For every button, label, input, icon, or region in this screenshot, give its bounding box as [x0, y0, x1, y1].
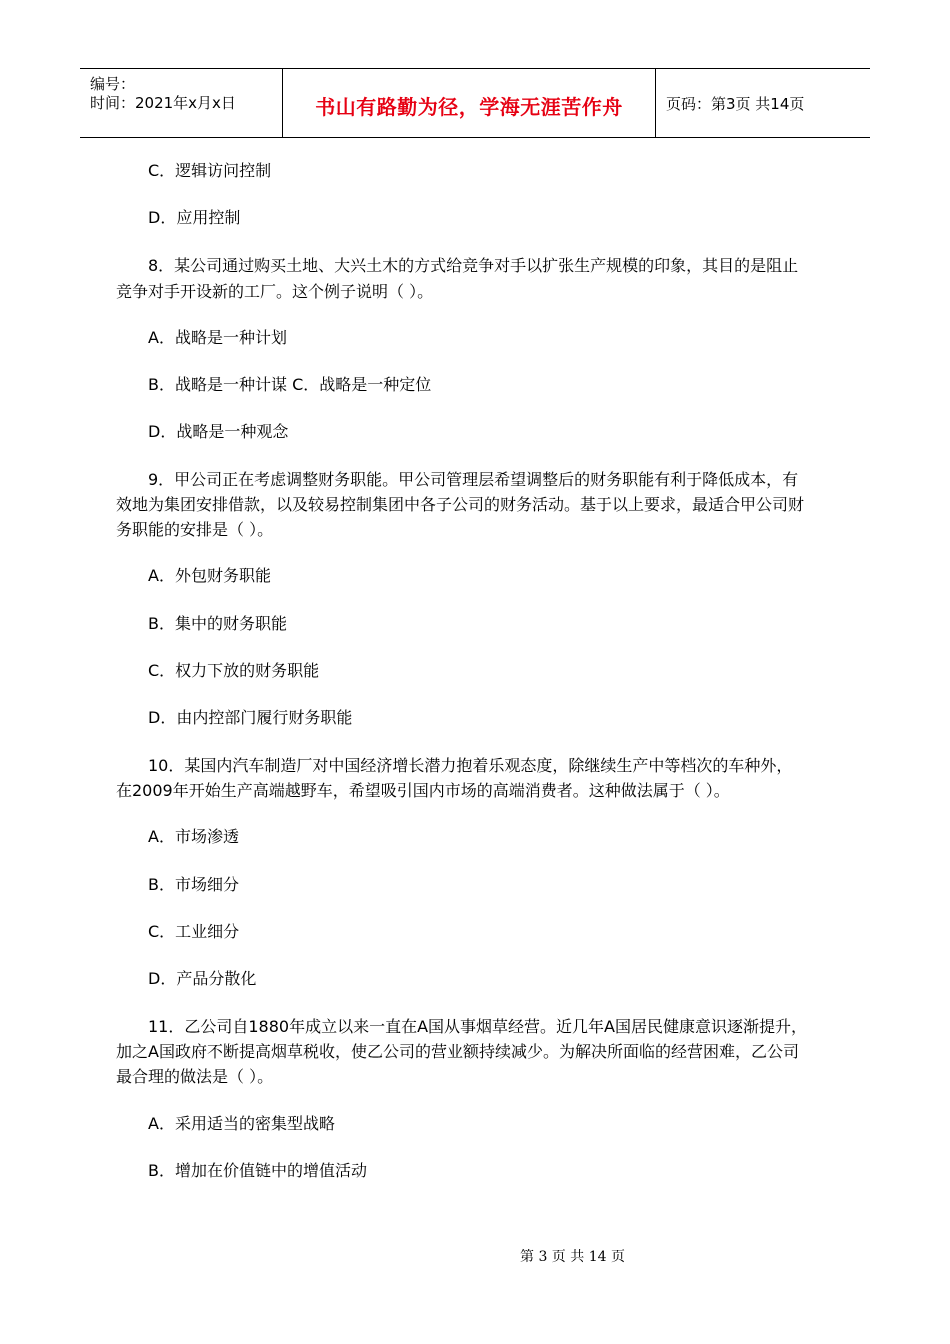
option-a-q9: A．外包财务职能	[148, 566, 271, 585]
footer-page-number: 第 3 页 共 14 页	[520, 1249, 625, 1265]
page-header	[80, 68, 870, 138]
option-d-q8: D．战略是一种观念	[148, 422, 289, 441]
question-8-text: 8．某公司通过购买土地、大兴土木的方式给竞争对手以扩张生产规模的印象，其目的是阻止	[148, 256, 799, 275]
option-b-q11: B．增加在价值链中的增值活动	[148, 1161, 367, 1180]
option-a-q8: A．战略是一种计划	[148, 328, 287, 347]
question-9-text: 9．甲公司正在考虑调整财务职能。甲公司管理层希望调整后的财务职能有利于降低成本，有	[148, 470, 799, 489]
option-b-q9: B．集中的财务职能	[148, 614, 287, 633]
page-footer	[0, 1246, 950, 1266]
motto-text: 书山有路勤为径，学海无涯苦作舟	[315, 95, 623, 119]
question-11-text-cont2: 最合理的做法是（ ）。	[116, 1067, 274, 1086]
number-label: 编号：	[90, 75, 136, 93]
time-label: 时间：2021年x月x日	[90, 94, 236, 112]
header-motto-cell	[283, 69, 656, 137]
header-page-cell	[656, 69, 870, 137]
option-c-q7: C．逻辑访问控制	[148, 161, 272, 180]
question-10-text-cont: 在2009年开始生产高端越野车，希望吸引国内市场的高端消费者。这种做法属于（ ）。	[116, 781, 730, 800]
option-d-q9: D．由内控部门履行财务职能	[148, 708, 353, 727]
option-d-q7: D．应用控制	[148, 208, 241, 227]
question-8-text-cont: 竞争对手开设新的工厂。这个例子说明（ ）。	[116, 282, 434, 301]
option-a-q11: A．采用适当的密集型战略	[148, 1114, 335, 1133]
option-bc-q8: B．战略是一种计谋 C．战略是一种定位	[148, 375, 432, 394]
question-11-text: 11．乙公司自1880年成立以来一直在A国从事烟草经营。近几年A国居民健康意识逐渐提升，	[148, 1017, 807, 1036]
option-d-q10: D．产品分散化	[148, 969, 257, 988]
question-10-text: 10．某国内汽车制造厂对中国经济增长潜力抱着乐观态度，除继续生产中等档次的车种外，	[148, 756, 793, 775]
header-meta-cell	[80, 69, 283, 137]
option-b-q10: B．市场细分	[148, 875, 239, 894]
option-c-q9: C．权力下放的财务职能	[148, 661, 320, 680]
question-9-text-cont2: 务职能的安排是（ ）。	[116, 520, 274, 539]
question-9-text-cont: 效地为集团安排借款，以及较易控制集团中各子公司的财务活动。基于以上要求，最适合甲公司财	[116, 495, 805, 514]
question-11-text-cont: 加之A国政府不断提高烟草税收，使乙公司的营业额持续减少。为解决所面临的经营困难，乙公司	[116, 1042, 799, 1061]
header-page-info: 页码：第3页 共14页	[666, 95, 805, 113]
option-a-q10: A．市场渗透	[148, 827, 239, 846]
option-c-q10: C．工业细分	[148, 922, 240, 941]
